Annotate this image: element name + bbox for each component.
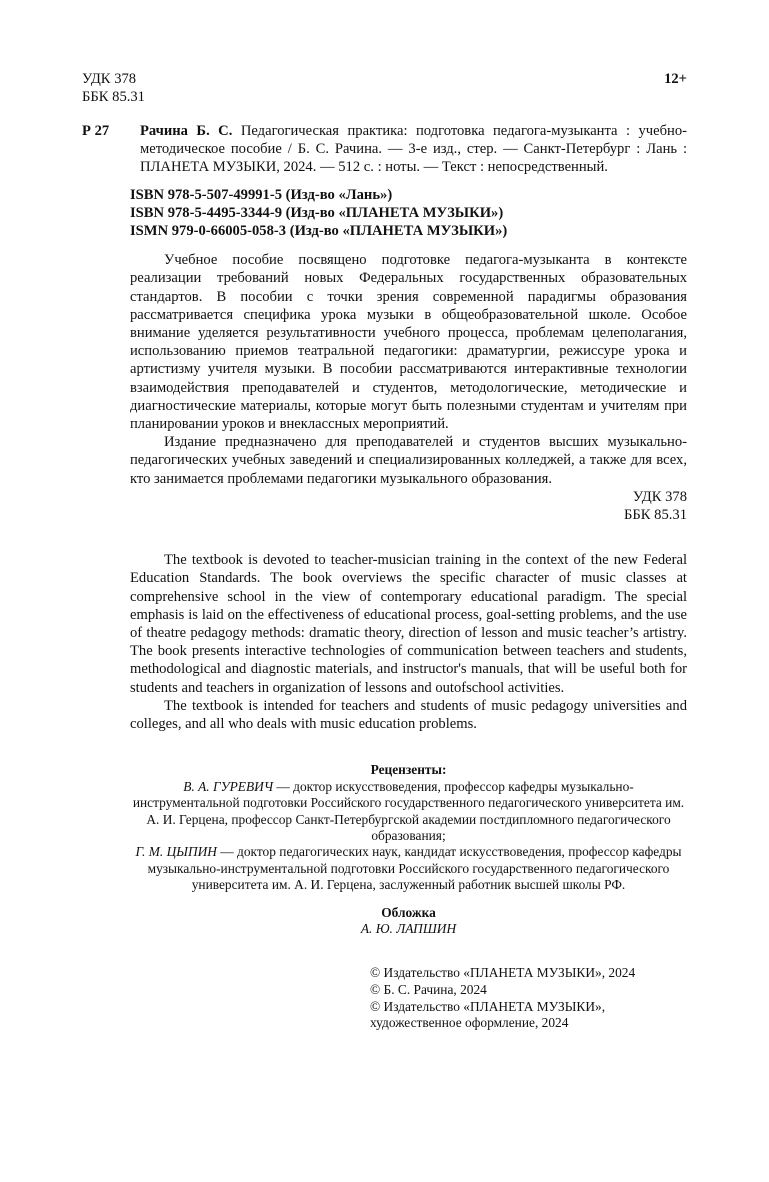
bbk-code-repeat: ББК 85.31 [624,507,687,524]
reviewer-name: Г. М. ЦЫПИН [135,844,217,860]
udk-code-repeat: УДК 378 [632,488,687,505]
abstract-russian [82,251,687,524]
reviewers-heading: Рецензенты: [370,762,447,778]
abstract-english [82,551,687,733]
abstract-en-paragraph: The textbook is devoted to teacher-musician training in the context of the new Federal Education Standards. The book overviews the specific character of music classes at comprehensive school in the view of contemporary educational paradigm. The special emphasis is laid on the effectiveness of educational process, goal-setting problems, and the use of theatre pedagogy methods: dramatic theory, direction of lesson and music teacher’s artistry. The book presents interactive technologies of communication between teachers and students, methodological and diagnostic materials, and instructor's manuals, that will be useful both for students and teachers in organization of lessons and outofschool activities. [130,552,687,696]
ismn-planeta: ISMN 979-0-66005-058-3 (Изд-во «ПЛАНЕТА МУЗЫКИ») [130,223,508,240]
cover-credit [82,905,687,938]
bbk-code: ББК 85.31 [82,89,145,106]
age-rating: 12+ [664,71,687,87]
reviewer-entry [130,779,687,845]
cover-heading: Обложка [381,904,436,920]
cover-artist: А. Ю. ЛАПШИН [360,920,457,936]
imprint-page [82,70,687,1032]
reviewer-credentials: — доктор педагогических наук, кандидат искусствоведения, профессор кафедры музыкально-инструментальной подготовки Российского государственного педагогического университета им. А. И. Герцена, заслуженный работник высшей школы РФ. [147,844,682,893]
isbn-planeta: ISBN 978-5-4495-3344-9 (Изд-во «ПЛАНЕТА МУЗЫКИ») [130,204,504,221]
abstract-paragraph: Издание предназначено для преподавателей и студентов высших музыкально-педагогических учебных заведений и специализированных колледжей, а также для всех, кто занимается проблемами педагогики музыкального образования. [130,434,687,487]
reviewer-entry [130,844,687,893]
author-mark: Р 27 [82,123,110,139]
author-name: Рачина Б. С. [140,123,233,139]
reviewers-block [82,762,687,893]
reviewer-credentials: — доктор искусствоведения, профессор кафедры музыкально-инструментальной подготовки Российского государственного педагогического университета им. А. И. Герцена, профессор Санкт-Петербургской академии постдипломного педагогического образования; [132,778,685,843]
identifiers-block [82,186,687,241]
udk-code: УДК 378 [82,71,137,87]
copyright-line: © Издательство «ПЛАНЕТА МУЗЫКИ», 2024 [370,965,636,981]
classification-header [82,70,687,106]
abstract-en-paragraph: The textbook is intended for teachers and students of music pedagogy universities and colleges, and all who deals with music education problems. [130,697,687,733]
copyright-line: © Б. С. Рачина, 2024 [370,981,487,997]
abstract-paragraph: Учебное пособие посвящено подготовке педагога-музыканта в контексте реализации требований новых Федеральных государственных образовательных стандартов. В пособии с точки зрения современной парадигмы образования рассматривается специфика урока музыки в общеобразовательной школе. Особое внимание уделяется результативности учебного процесса, проблемам целеполагания, использованию приемов театральной педагогики: драматургии, режиссуре урока и артистизму учителя музыки. В пособии рассматриваются интерактивные технологии взаимодействия преподавателей и студентов, методологические, методические и диагностические материалы, которые могут быть полезными студентам и учителям при планировании уроков и внеклассных мероприятий. [130,252,687,433]
bibliographic-description [140,122,687,177]
bibliographic-entry [82,122,687,177]
isbn-lan: ISBN 978-5-507-49991-5 (Изд-во «Лань») [130,186,393,203]
copyright-block [370,965,687,1031]
copyright-line: художественное оформление, 2024 [370,1015,569,1031]
reviewer-name: В. А. ГУРЕВИЧ [183,778,274,794]
title-statement: Педагогическая практика: подготовка педагога-музыканта : учебно-методическое пособие / Б. С. Рачина. — 3-е изд., стер. — Санкт-Петербург : Лань : ПЛАНЕТА МУЗЫКИ, 2024. — 512 с. : ноты. — Текст : непосредственный. [140,123,687,176]
copyright-line: © Издательство «ПЛАНЕТА МУЗЫКИ», [370,998,606,1014]
